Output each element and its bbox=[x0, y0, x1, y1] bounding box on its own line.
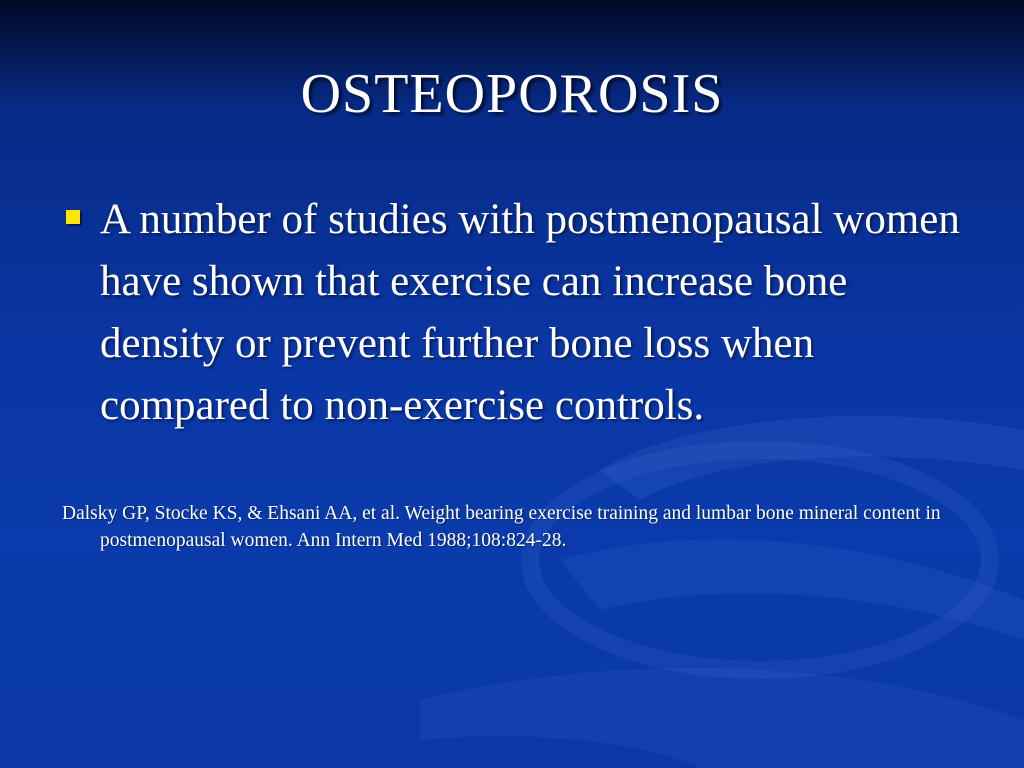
slide-title: OSTEOPOROSIS bbox=[300, 63, 724, 125]
swirl-band-lower bbox=[420, 668, 1024, 768]
swirl-ellipse bbox=[530, 450, 990, 670]
square-bullet-icon bbox=[66, 210, 80, 224]
reference-citation: Dalsky GP, Stocke KS, & Ehsani AA, et al. Weight bearing exercise training and lumbar bone mineral content in postmenopausal women. Ann Intern Med 1988;108:824-28. bbox=[62, 503, 941, 551]
bullet-text: A number of studies with postmenopausal women have shown that exercise can increase bone density or prevent further bone loss when compared to non-exercise controls. bbox=[100, 196, 960, 429]
swirl-band-middle bbox=[560, 539, 1024, 640]
